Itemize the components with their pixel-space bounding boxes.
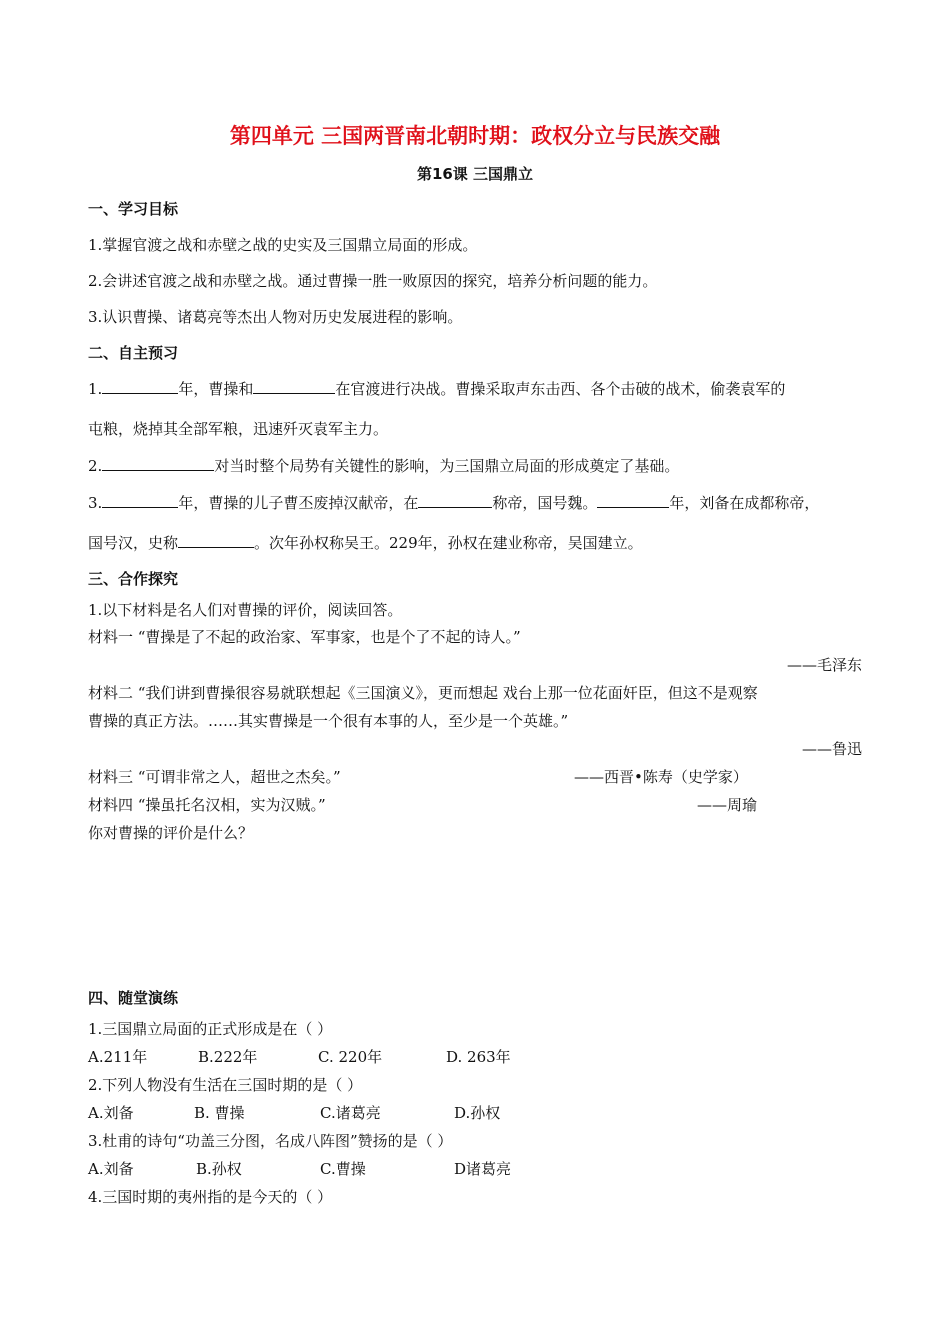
goal-item: 1.掌握官渡之战和赤壁之战的史实及三国鼎立局面的形成。 — [88, 236, 478, 254]
section-heading-goals: 一、学习目标 — [88, 200, 179, 218]
material-4: 材料四 “操虽托名汉相，实为汉贼。” — [88, 796, 326, 814]
option-c[interactable]: C.诸葛亮 — [320, 1104, 381, 1122]
goal-item: 3.认识曹操、诸葛亮等杰出人物对历史发展进程的影响。 — [88, 308, 463, 326]
practice-question-1: 1.三国鼎立局面的正式形成是在（ ） — [88, 1020, 333, 1038]
preview-question-3-cont — [88, 532, 643, 553]
section-heading-preview: 二、自主预习 — [88, 344, 179, 362]
question-number: 2. — [88, 457, 103, 475]
section-heading-practice: 四、随堂演练 — [88, 989, 179, 1007]
question-text: 年，曹操的儿子曹丕废掉汉献帝，在 — [178, 494, 419, 512]
option-a[interactable]: A.刘备 — [88, 1104, 134, 1122]
option-b[interactable]: B. 曹操 — [194, 1104, 245, 1122]
question-text: 年，曹操和 — [178, 380, 254, 398]
option-c[interactable]: C. 220年 — [318, 1048, 383, 1066]
unit-title: 第四单元 三国两晋南北朝时期：政权分立与民族交融 — [229, 124, 721, 148]
fill-blank[interactable] — [102, 456, 214, 471]
option-b[interactable]: B.222年 — [198, 1048, 258, 1066]
question-text: 年，刘备在成都称帝， — [669, 494, 820, 512]
material-2-source: ——鲁迅 — [801, 740, 862, 758]
fill-blank[interactable] — [418, 493, 492, 508]
question-text: 国号汉，史称 — [88, 534, 179, 552]
option-d[interactable]: D诸葛亮 — [454, 1160, 512, 1178]
preview-question-3 — [88, 492, 819, 513]
explore-intro: 1.以下材料是名人们对曹操的评价，阅读回答。 — [88, 601, 403, 619]
fill-blank[interactable] — [253, 379, 335, 394]
material-3: 材料三 “可谓非常之人，超世之杰矣。” — [88, 768, 341, 786]
material-2: 材料二 “我们讲到曹操很容易就联想起《三国演义》，更而想起 戏台上那一位花面奸臣，但这不是观察 — [88, 684, 758, 702]
fill-blank[interactable] — [178, 533, 254, 548]
question-number: 1. — [88, 380, 103, 398]
question-text: 称帝，国号魏。 — [492, 494, 598, 512]
material-1: 材料一 “曹操是了不起的政治家、军事家，也是个了不起的诗人。” — [88, 628, 521, 646]
option-b[interactable]: B.孙权 — [196, 1160, 242, 1178]
section-heading-explore: 三、合作探究 — [88, 570, 179, 588]
option-a[interactable]: A.211年 — [88, 1048, 148, 1066]
fill-blank[interactable] — [102, 379, 178, 394]
option-d[interactable]: D. 263年 — [446, 1048, 511, 1066]
material-3-source: ——西晋•陈寿（史学家） — [574, 768, 748, 786]
preview-question-1-cont: 屯粮，烧掉其全部军粮，迅速歼灭袁军主力。 — [88, 420, 389, 438]
option-a[interactable]: A.刘备 — [88, 1160, 134, 1178]
question-text: 对当时整个局势有关键性的影响，为三国鼎立局面的形成奠定了基础。 — [214, 457, 680, 475]
material-4-source: ——周瑜 — [697, 796, 758, 814]
fill-blank[interactable] — [102, 493, 178, 508]
question-text: 在官渡进行决战。曹操采取声东击西、各个击破的战术，偷袭袁军的 — [335, 380, 786, 398]
explore-question: 你对曹操的评价是什么？ — [88, 824, 254, 842]
practice-question-3: 3.杜甫的诗句“功盖三分图，名成八阵图”赞扬的是（ ） — [88, 1132, 453, 1150]
preview-question-2 — [88, 455, 679, 476]
practice-question-2: 2.下列人物没有生活在三国时期的是（ ） — [88, 1076, 363, 1094]
option-d[interactable]: D.孙权 — [454, 1104, 501, 1122]
fill-blank[interactable] — [597, 493, 669, 508]
lesson-title: 第16课 三国鼎立 — [416, 165, 534, 183]
option-c[interactable]: C.曹操 — [320, 1160, 366, 1178]
question-number: 3. — [88, 494, 103, 512]
practice-question-4: 4.三国时期的夷州指的是今天的（ ） — [88, 1188, 333, 1206]
question-text: 。次年孙权称吴王。229年，孙权在建业称帝，吴国建立。 — [254, 534, 643, 552]
material-2-cont: 曹操的真正方法。……其实曹操是一个很有本事的人，至少是一个英雄。” — [88, 712, 569, 730]
material-1-source: ——毛泽东 — [786, 656, 862, 674]
preview-question-1 — [88, 378, 785, 399]
goal-item: 2.会讲述官渡之战和赤壁之战。通过曹操一胜一败原因的探究，培养分析问题的能力。 — [88, 272, 658, 290]
